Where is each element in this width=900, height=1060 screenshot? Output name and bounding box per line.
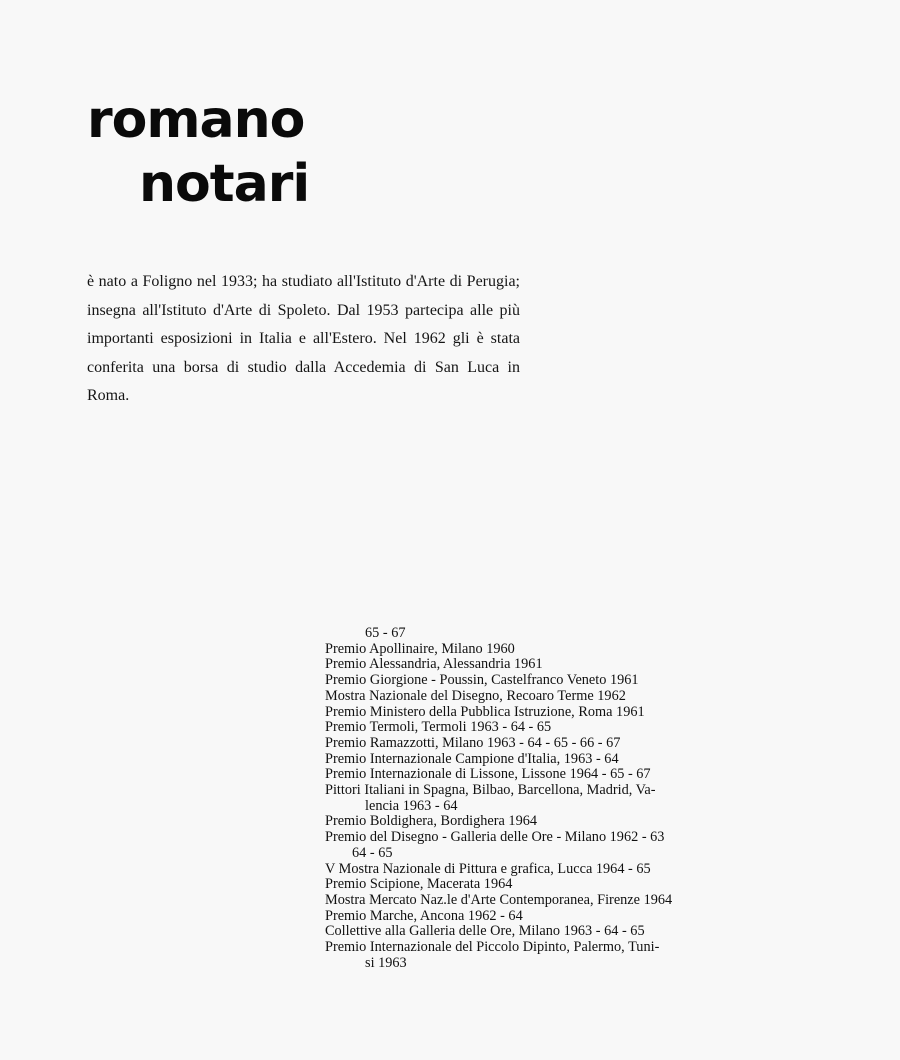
exhibition-text: Premio Apollinaire, Milano 1960 (325, 640, 515, 657)
exhibition-text: Premio del Disegno - Galleria delle Ore - Milano 1962 - 63 (325, 829, 665, 846)
exhibition-text: Premio Ministero della Pubblica Istruzione, Roma 1961 (325, 703, 645, 720)
exhibition-item (325, 783, 765, 814)
list-continuation-line: 65 - 67 (365, 625, 406, 641)
exhibition-item (325, 720, 765, 736)
exhibition-item (325, 689, 765, 705)
artist-first-name: romano (87, 90, 305, 150)
exhibition-item (325, 673, 765, 689)
artist-name-heading (87, 88, 309, 216)
exhibition-text: Premio Boldighera, Bordighera 1964 (325, 813, 538, 830)
exhibition-text: Premio Ramazzotti, Milano 1963 - 64 - 65 - 66 - 67 (325, 734, 621, 751)
exhibition-item (325, 862, 765, 878)
biography-paragraph: è nato a Foligno nel 1933; ha studiato all'Istituto d'Arte di Perugia; insegna all'Istituto d'Arte di Spoleto. Dal 1953 partecipa alle più importanti esposizioni in Italia e all'Estero. Nel 1962 gli è stata conferita una borsa di studio dalla Accedemia di San Luca in Roma. (87, 273, 520, 404)
exhibition-text: Premio Scipione, Macerata 1964 (325, 876, 513, 893)
exhibition-text-continuation: lencia 1963 - 64 (365, 797, 458, 814)
exhibition-text: Premio Internazionale Campione d'Italia, 1963 - 64 (325, 750, 619, 767)
exhibition-item (325, 877, 765, 893)
exhibition-item (325, 767, 765, 783)
exhibition-text: Mostra Mercato Naz.le d'Arte Contemporanea, Firenze 1964 (325, 891, 673, 908)
exhibition-text-continuation: si 1963 (365, 954, 407, 971)
exhibition-item (325, 657, 765, 673)
exhibition-text-continuation: 64 - 65 (352, 844, 393, 861)
exhibition-item (325, 736, 765, 752)
exhibition-text: Premio Giorgione - Poussin, Castelfranco Veneto 1961 (325, 672, 639, 689)
exhibition-item (325, 705, 765, 721)
artist-last-name: notari (139, 154, 310, 214)
exhibition-item (325, 830, 765, 861)
exhibition-text: Premio Marche, Ancona 1962 - 64 (325, 907, 523, 924)
exhibition-text: Pittori Italiani in Spagna, Bilbao, Barcellona, Madrid, Va- (325, 782, 656, 799)
exhibition-item (325, 642, 765, 658)
exhibition-text: Premio Alessandria, Alessandria 1961 (325, 656, 543, 673)
exhibition-item (325, 814, 765, 830)
exhibition-text: V Mostra Nazionale di Pittura e grafica, Lucca 1964 - 65 (325, 860, 651, 877)
exhibition-text: Mostra Nazionale del Disegno, Recoaro Terme 1962 (325, 687, 626, 704)
exhibition-items (325, 642, 765, 972)
exhibition-item (325, 893, 765, 909)
exhibition-text: Premio Internazionale di Lissone, Lissone 1964 - 65 - 67 (325, 766, 651, 783)
exhibition-item (325, 752, 765, 768)
exhibition-item (325, 924, 765, 940)
exhibition-list (325, 626, 765, 971)
exhibition-text: Premio Termoli, Termoli 1963 - 64 - 65 (325, 719, 552, 736)
exhibition-text: Premio Internazionale del Piccolo Dipinto, Palermo, Tuni- (325, 939, 660, 956)
exhibition-item (325, 940, 765, 971)
exhibition-item (325, 909, 765, 925)
exhibition-text: Collettive alla Galleria delle Ore, Milano 1963 - 64 - 65 (325, 923, 645, 940)
